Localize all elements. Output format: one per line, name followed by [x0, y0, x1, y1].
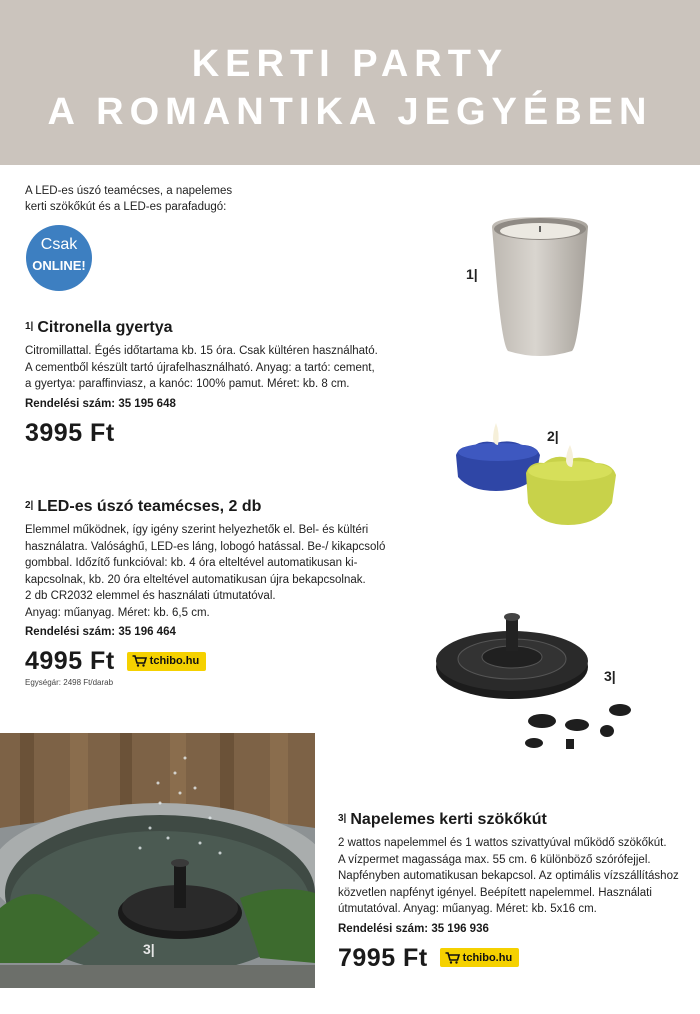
product-description-line: 2 db CR2032 elemmel és használati útmutatóval. [25, 590, 276, 602]
unit-price: Egységár: 2498 Ft/darab [25, 678, 114, 687]
led-tealights-image [452, 415, 622, 535]
page-title [0, 40, 700, 136]
product-description-line: Napfényben automatikusan bekapcsol. Az optimális vízszállításhoz [338, 870, 679, 882]
product-description-line: Citromillattal. Égés időtartama kb. 15 óra. Csak kültéren használható. [25, 345, 378, 357]
product-description-line: útmutatóval. Anyag: műanyag. Méret: kb. 5x16 cm. [338, 903, 597, 915]
product-description-line: gombbal. Időzítő funkcióval: kb. 4 óra elteltével automatikusan ki- [25, 557, 358, 569]
product-title [338, 810, 683, 832]
product-description-line: Anyag: műanyag. Méret: kb. 6,5 cm. [25, 606, 210, 619]
price: 7995 Ft [338, 943, 428, 972]
order-number: Rendelési szám: 35 196 936 [338, 922, 489, 935]
product-description-line: 2 wattos napelemmel és 1 wattos szivattyúval működő szökőkút. [338, 837, 667, 849]
price-row [338, 943, 683, 973]
product-description-line: a gyertya: paraffinviasz, a kanóc: 100% pamut. Méret: kb. 8 cm. [25, 378, 350, 390]
intro-line1: A LED-es úszó teamécses, a napelemes [25, 185, 233, 197]
product-led-tealights [25, 497, 415, 688]
image-label-2: 2| [547, 428, 559, 444]
product-number: 2| [25, 500, 34, 511]
product-description [25, 522, 415, 621]
product-description-line: A cementből készült tartó újrafelhasználható. Anyag: a tartó: cement, [25, 361, 375, 374]
tchibo-shop-link[interactable] [440, 948, 520, 967]
product-description-line: kapcsolnak, kb. 20 óra elteltével automatikusan újra bekapcsolnak. [25, 573, 366, 586]
citronella-candle-image [480, 205, 600, 365]
online-only-badge [26, 225, 92, 291]
page-title-line2: A ROMANTIKA JEGYÉBEN [47, 91, 653, 133]
product-description [25, 343, 415, 393]
product-description-line: közvetlen napfényt igényel. Beépített napelemmel. Használati [338, 886, 652, 899]
shopping-cart-icon [132, 655, 147, 667]
solar-fountain-image [432, 605, 632, 760]
tchibo-shop-label: tchibo.hu [462, 951, 513, 964]
product-solar-fountain [338, 810, 683, 973]
image-label-3: 3| [604, 668, 616, 684]
product-description-line: Elemmel működnek, így igény szerint helyezhetők el. Bel- és kültéri [25, 524, 369, 536]
order-number: Rendelési szám: 35 195 648 [25, 397, 176, 410]
product-title-text: Citronella gyertya [37, 319, 173, 336]
product-title [25, 318, 415, 340]
photo-label-3: 3| [143, 941, 155, 957]
price: 3995 Ft [25, 418, 115, 447]
badge-line2: ONLINE! [32, 258, 86, 273]
product-number: 1| [25, 321, 34, 332]
fountain-lifestyle-photo [0, 733, 315, 988]
price-row [25, 418, 415, 448]
product-number: 3| [338, 813, 347, 824]
product-title [25, 497, 415, 519]
price: 4995 Ft [25, 647, 115, 675]
intro-line2: kerti szökőkút és a LED-es parafadugó: [25, 201, 227, 213]
product-description-line: használatra. Valósághű, LED-es láng, lobogó hatással. Be-/ kikapcsoló [25, 540, 386, 553]
product-title-text: Napelemes kerti szökőkút [350, 811, 547, 828]
intro-text [25, 183, 255, 215]
page-title-line1: KERTI PARTY [191, 43, 509, 85]
order-number: Rendelési szám: 35 196 464 [25, 626, 176, 638]
image-label-1: 1| [466, 266, 478, 282]
badge-line1: Csak [40, 236, 78, 253]
shopping-cart-icon [445, 952, 460, 964]
product-title-text: LED-es úszó teamécses, 2 db [37, 498, 262, 515]
tchibo-shop-label: tchibo.hu [149, 655, 200, 667]
fountain-lifestyle-illustration [0, 733, 315, 988]
tchibo-shop-link[interactable] [127, 652, 207, 671]
product-citronella-candle [25, 318, 415, 448]
product-description [338, 835, 683, 918]
header-banner [0, 0, 700, 165]
price-row [25, 646, 415, 676]
product-description-line: A vízpermet magassága max. 55 cm. 6 különböző szórófejjel. [338, 853, 651, 866]
